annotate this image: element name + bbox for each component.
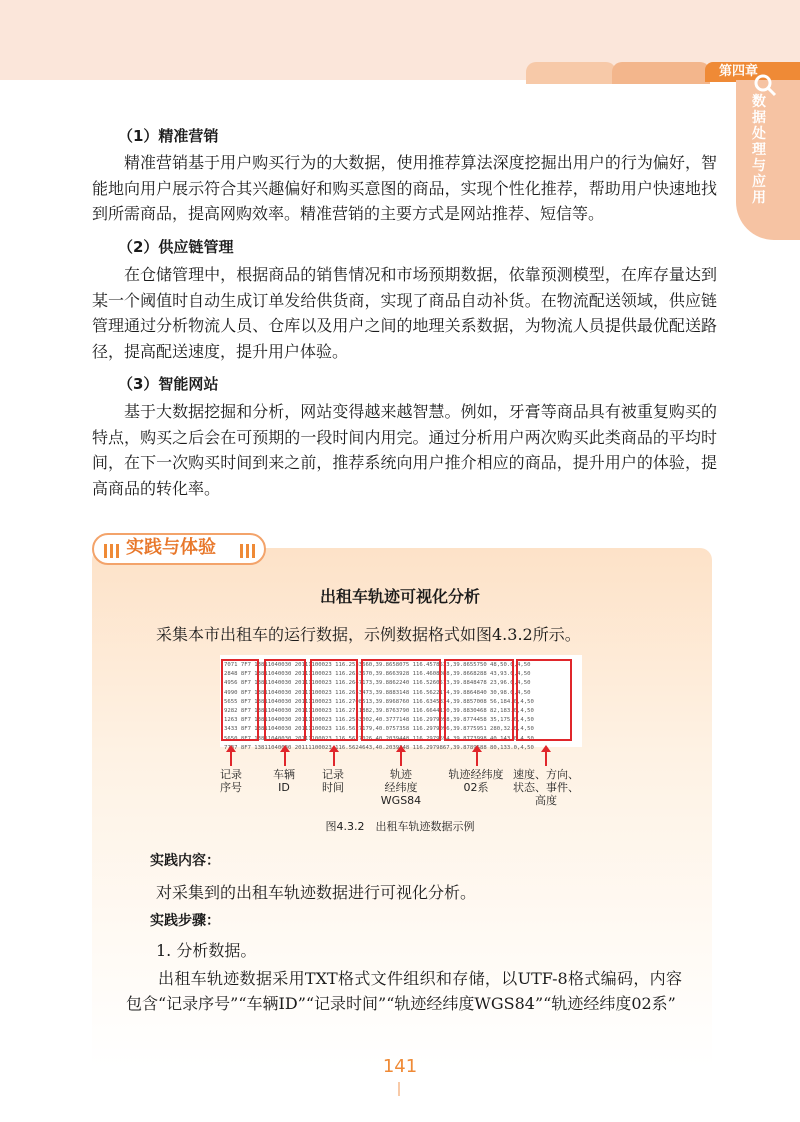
highlight-box	[221, 659, 259, 741]
highlight-box	[361, 659, 441, 741]
arrow-line	[230, 751, 232, 766]
chapter-side-title: 数据处理与应用	[752, 94, 766, 206]
figure-label-wgs84: 轨迹 经纬度 WGS84	[380, 768, 422, 807]
highlight-box	[444, 659, 514, 741]
figure-label-record-no: 记录 序号	[220, 768, 242, 794]
paragraph-text: 精准营销基于用户购买行为的大数据，使用推荐算法深度挖掘出用户的行为偏好，智能地向用户展示符合其兴趣偏好和购买意图的商品，实现个性化推荐，帮助用户快速地找到所需商品，提高网购效率。精准营销的主要方式是网站推荐、短信等。	[92, 153, 717, 223]
section-heading: （3）智能网站	[118, 375, 219, 393]
figure-label-speed: 速度、方向、 状态、事件、 高度	[513, 768, 579, 807]
page-tick	[398, 1082, 400, 1096]
figure-label-time: 记录 时间	[322, 768, 344, 794]
highlight-box	[516, 659, 572, 741]
arrow-line	[476, 751, 478, 766]
practice-tag-label: 实践与体验	[126, 537, 216, 558]
tab-decoration	[526, 62, 616, 84]
section-paragraph	[92, 399, 717, 501]
arrow-line	[400, 751, 402, 766]
highlight-box	[310, 659, 358, 741]
page-number: 141	[382, 1056, 418, 1077]
practice-intro: 采集本市出租车的运行数据，示例数据格式如图4.3.2所示。	[156, 625, 581, 644]
practice-title: 出租车轨迹可视化分析	[319, 587, 480, 606]
tab-decoration	[612, 62, 710, 84]
section-paragraph	[92, 150, 717, 227]
practice-steps-heading: 实践步骤：	[150, 913, 220, 929]
practice-step-1-text: 出租车轨迹数据采用TXT格式文件组织和存储，以UTF-8格式编码，内容包含“记录序号”“车辆ID”“记录时间”“轨迹经纬度WGS84”“轨迹经纬度02系”	[126, 969, 682, 1013]
paragraph-text: 在仓储管理中，根据商品的销售情况和市场预期数据，依靠预测模型，在库存量达到某一个阈值时自动生成订单发给供货商，实现了商品自动补货。在物流配送领域，供应链管理通过分析物流人员、仓库以及用户之间的地理关系数据，为物流人员提供最优配送路径，提高配送速度，提升用户体验。	[92, 265, 717, 361]
section-heading: （1）精准营销	[118, 127, 219, 145]
practice-step-1: 1. 分析数据。	[156, 941, 257, 960]
figure-label-vehicle-id: 车辆 ID	[273, 768, 295, 794]
figure-label-02: 轨迹经纬度 02系	[448, 768, 504, 794]
decor-bars-icon	[104, 543, 122, 562]
section-heading: （2）供应链管理	[118, 238, 234, 256]
figure-caption: 图4.3.2 出租车轨迹数据示例	[325, 820, 475, 833]
paragraph-text: 基于大数据挖掘和分析，网站变得越来越智慧。例如，牙膏等商品具有被重复购买的特点，购买之后会在可预期的一段时间内用完。通过分析用户两次购买此类商品的平均时间，在下一次购买时间到来之前，推荐系统向用户推介相应的商品，提升用户的体验，提高商品的转化率。	[92, 402, 717, 498]
highlight-box	[264, 659, 306, 741]
arrow-line	[545, 751, 547, 766]
taxi-data-figure	[220, 655, 582, 751]
decor-bars-icon	[240, 543, 258, 562]
arrow-line	[333, 751, 335, 766]
chapter-tab[interactable]: 第四章	[705, 62, 800, 82]
practice-content-text: 对采集到的出租车轨迹数据进行可视化分析。	[156, 883, 477, 902]
practice-content-heading: 实践内容：	[150, 853, 220, 869]
section-paragraph	[92, 262, 717, 364]
data-sample-image: 7071 7F7 13811040030 20111100023 116.2533660,39.8658075 116.4578533,39.8655750 48,50.0,4,50 2848 8F7 13811040030 20111100023 116.2633670,39.8663928 116.4608088,39.8668288 43,93.0,4,50 4956 8F7 13811040030 20111100023 116.2647173,39.8862240 116.5260513,39.8848478 23,96.0,4,50 4990 8F7 13811040030 20111100023 116.2653473,39.8883148 116.5622174,39.8864840 30,98.0,4,50 5655 8F7 13811040030 20111100023 116.2708513,39.8968760 116.6345834,39.8857008 56,184.0,4,50 9282 8F7 13811040030 20111100023 116.2711882,39.8763790 116.6644130,39.8830468 82,183.0,4,50 1263 8F7 13811040030 20111100023 116.2583002,40.3777148 116.2979058,39.8774458 35,175.0,4,50 3433 8F7 13811040030 20111100023 116.5627179,40.0757358 116.2979096,39.8775951 280,32.0,4,50 5650 8F7 13811040030 20111100023 116.5627026,40.2039448 116.2979694,39.8773998 40,143.0,4,50 7737 8F7 13811040030 20111100023 116.5624643,40.2039248 116.2979867,39.8789588 80,133.0,4,50	[224, 662, 534, 751]
arrow-line	[284, 751, 286, 766]
side-panel	[736, 80, 800, 240]
